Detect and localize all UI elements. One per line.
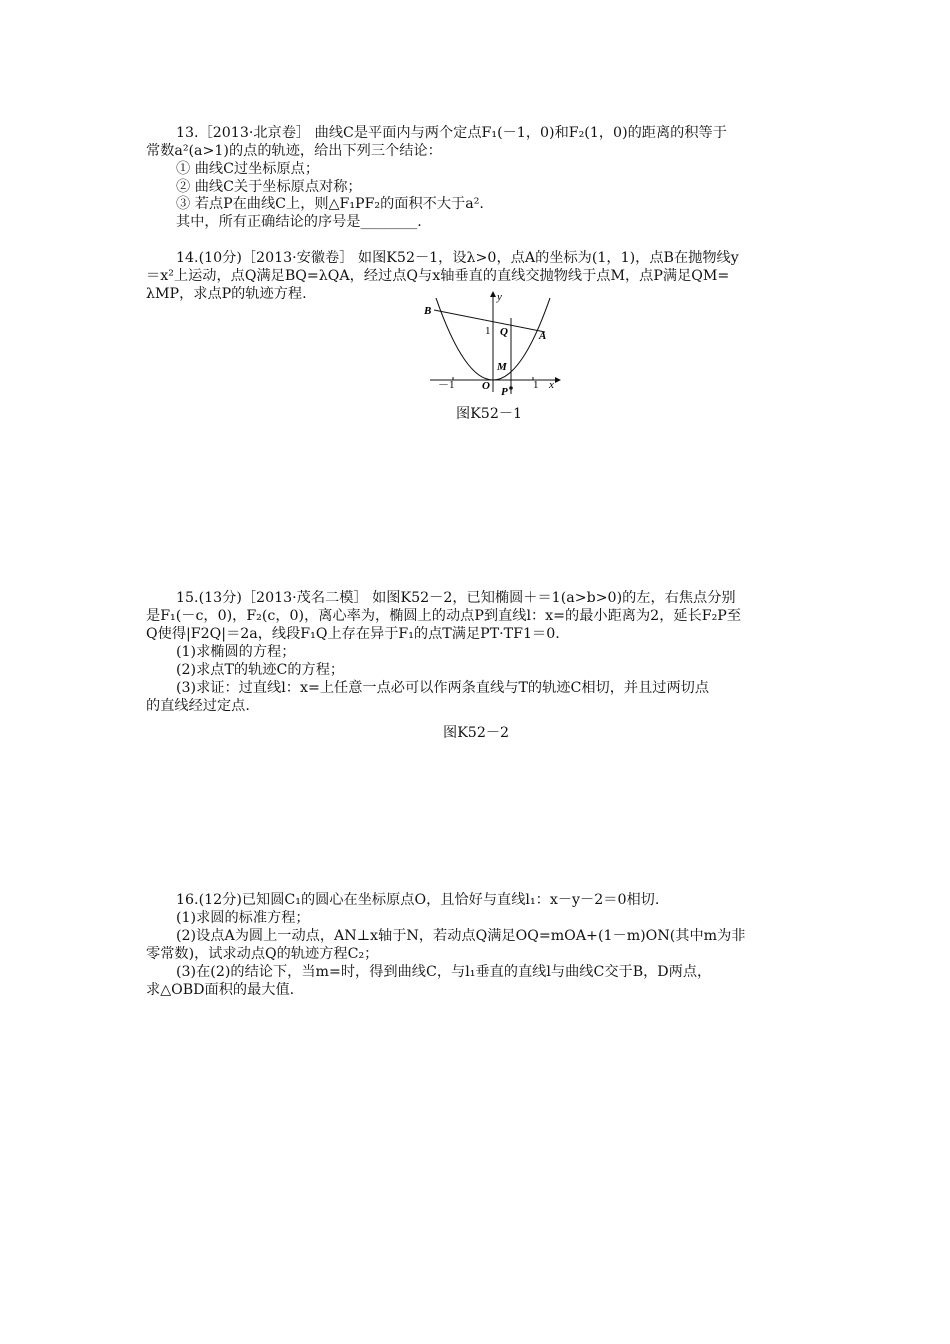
q16-line-5: (3)在(2)的结论下，当m=时，得到曲线C，与l₁垂直的直线l与曲线C交于B，D两点， (176, 964, 712, 980)
label-m: M (497, 361, 507, 373)
figure-k52-1-caption: 图K52－1 (456, 406, 523, 422)
q15-line-4: (1)求椭圆的方程； (176, 644, 296, 660)
q16-line-6: 求△OBD面积的最大值. (146, 982, 295, 998)
q13-line-5: ③ 若点P在曲线C上，则△F₁PF₂的面积不大于a². (176, 196, 484, 212)
label-one-x: 1 (533, 379, 539, 391)
label-a: A (539, 330, 547, 342)
q13-line-3: ① 曲线C过坐标原点； (176, 161, 320, 177)
q14-line-1: 14.(10分)［2013·安徽卷］ 如图K52－1，设λ>0，点A的坐标为(1，1)，点B在抛物线y (176, 250, 739, 266)
q15-line-7: 的直线经过定点. (146, 698, 250, 714)
q16-line-2: (1)求圆的标准方程； (176, 910, 310, 926)
q13-line-2: 常数a²(a>1)的点的轨迹，给出下列三个结论： (146, 143, 442, 159)
q13-line-4: ② 曲线C关于坐标原点对称； (176, 179, 362, 195)
label-x: x (549, 379, 554, 391)
q16-line-1: 16.(12分)已知圆C₁的圆心在坐标原点O，且恰好与直线l₁：x－y－2＝0相切. (176, 892, 660, 908)
label-b: B (424, 305, 432, 317)
q14-line-3: λMP，求点P的轨迹方程. (146, 286, 307, 302)
label-p: P (501, 386, 508, 396)
label-o: O (482, 380, 490, 392)
q15-line-2: 是F₁(－c，0)，F₂(c，0)，离心率为，椭圆上的动点P到直线l：x=的最小距离为2，延长F₂P至 (146, 608, 742, 624)
q15-line-5: (2)求点T的轨迹C的方程； (176, 662, 345, 678)
point-p (509, 386, 513, 390)
figure-k52-1 (420, 288, 570, 396)
figure-k52-2-caption: 图K52－2 (443, 725, 510, 741)
label-neg-one: －1 (438, 379, 455, 391)
label-one-y: 1 (485, 325, 491, 337)
q13-line-6: 其中，所有正确结论的序号是________. (176, 214, 422, 230)
label-y: y (497, 291, 502, 303)
q14-line-2: ＝x²上运动，点Q满足BQ=λQA，经过点Q与x轴垂直的直线交抛物线于点M，点P满足QM= (146, 268, 730, 284)
q15-line-1: 15.(13分)［2013·茂名二模］ 如图K52－2，已知椭圆＋＝1(a>b>0)的左，右焦点分别 (176, 590, 736, 606)
label-q: Q (500, 326, 508, 338)
q16-line-4: 零常数)，试求动点Q的轨迹方程C₂； (146, 946, 379, 962)
q13-line-1: 13.［2013·北京卷］ 曲线C是平面内与两个定点F₁(－1，0)和F₂(1，0)的距离的积等于 (176, 125, 727, 141)
q15-line-6: (3)求证：过直线l：x=上任意一点必可以作两条直线与T的轨迹C相切，并且过两切点 (176, 680, 710, 696)
q16-line-3: (2)设点A为圆上一动点，AN⊥x轴于N，若动点Q满足OQ=mOA+(1－m)ON(其中m为非 (176, 928, 746, 944)
q15-line-3: Q使得|F2Q|＝2a，线段F₁Q上存在异于F₁的点T满足PT·TF1＝0. (146, 626, 560, 642)
